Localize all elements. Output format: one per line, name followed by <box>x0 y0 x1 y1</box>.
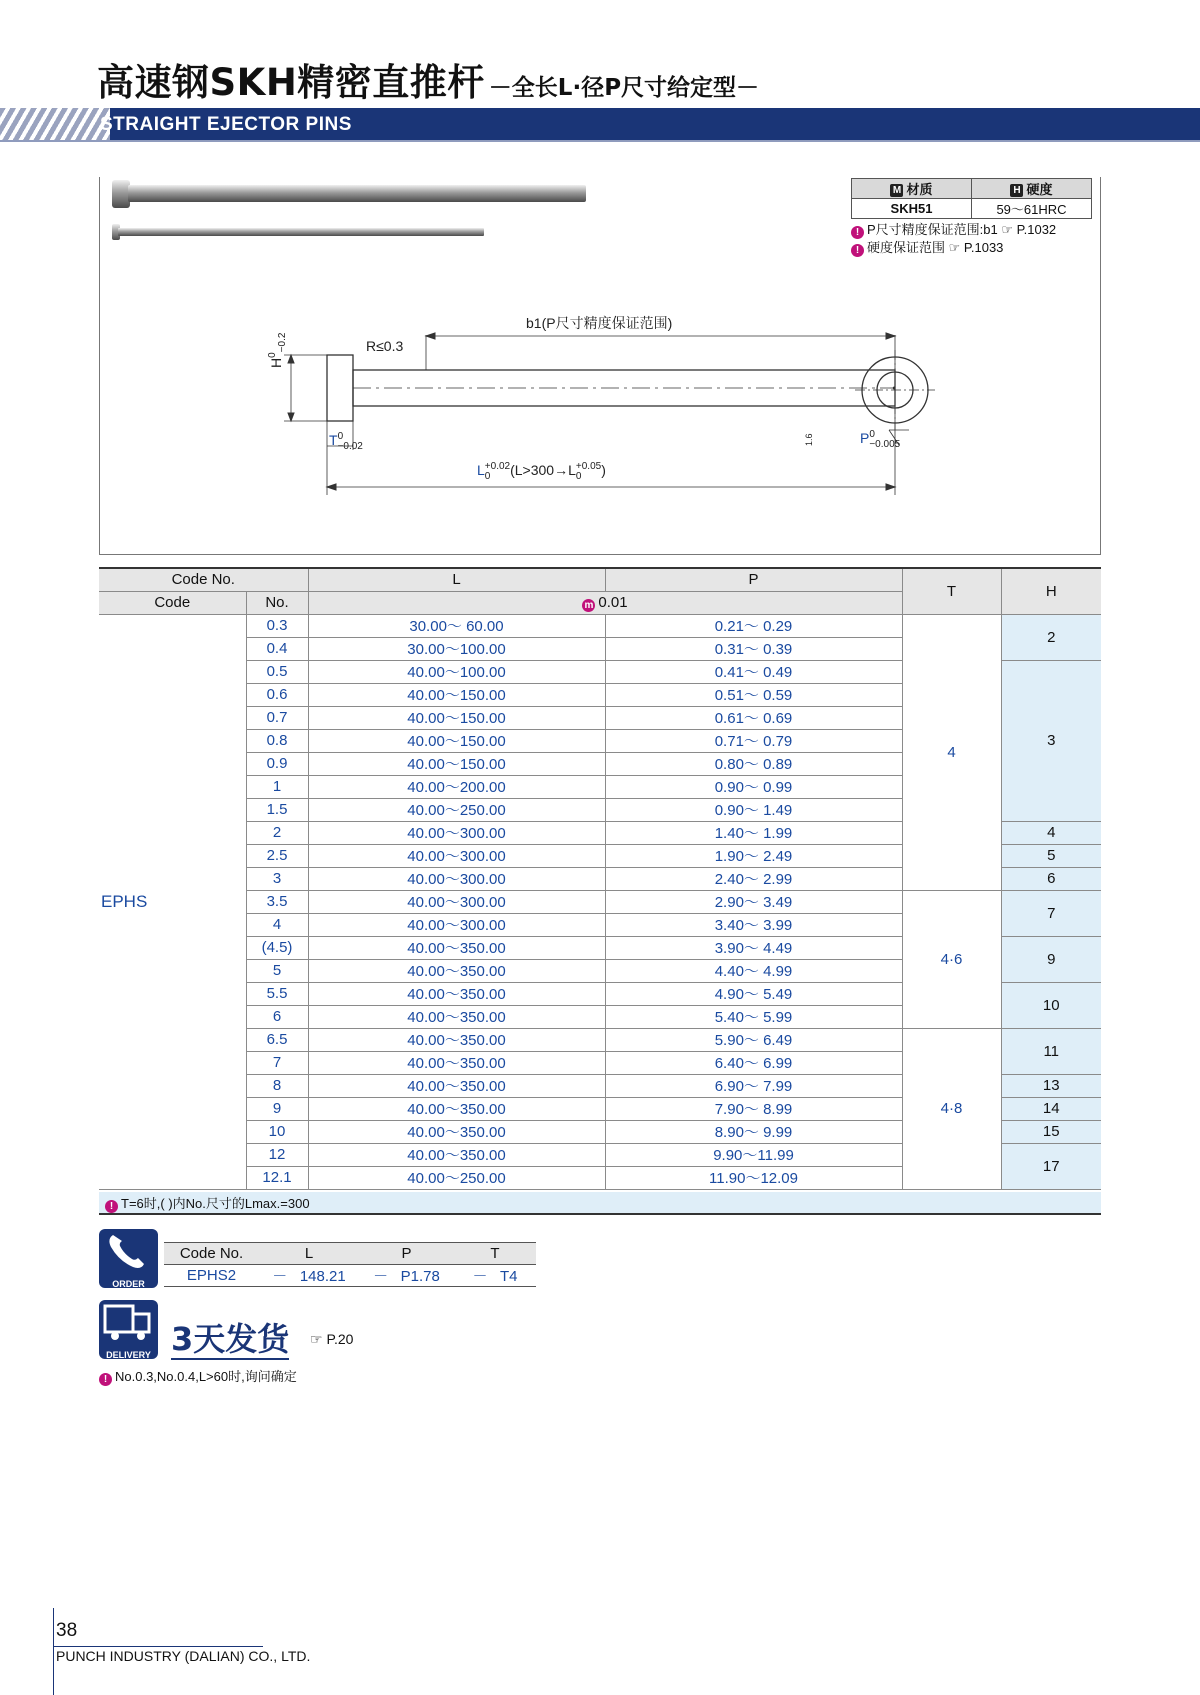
p-range-cell: 0.41～ 0.49 <box>605 660 902 683</box>
p-label: P <box>860 430 870 446</box>
l-range-cell: 40.00～200.00 <box>308 775 605 798</box>
p-range-cell: 5.90～ 6.49 <box>605 1028 902 1051</box>
p-tol-bottom: −0.005 <box>869 439 901 450</box>
h-cell: 2 <box>1001 614 1101 660</box>
p-range-cell: 6.40～ 6.99 <box>605 1051 902 1074</box>
banner-subtitle: STRAIGHT EJECTOR PINS <box>100 114 352 135</box>
l-close: ) <box>601 462 606 478</box>
p-range-cell: 1.40～ 1.99 <box>605 821 902 844</box>
l-range-cell: 30.00～ 60.00 <box>308 614 605 637</box>
delivery-note-text: No.0.3,No.0.4,L>60时,询问确定 <box>115 1369 297 1384</box>
product-table <box>99 567 1101 1190</box>
l-label: L <box>477 462 485 478</box>
h-cell: 9 <box>1001 936 1101 982</box>
no-cell: 2 <box>246 821 308 844</box>
end-view-drawing <box>855 350 935 430</box>
t-tol-bottom: −0.02 <box>337 441 363 452</box>
header-p: P <box>605 568 902 591</box>
h-cell: 11 <box>1001 1028 1101 1074</box>
code-cell: EPHS <box>99 614 246 1189</box>
radius-label: R≤0.3 <box>366 338 404 354</box>
table-row <box>99 614 1101 637</box>
no-cell: 4 <box>246 913 308 936</box>
l-range-cell: 40.00～350.00 <box>308 1074 605 1097</box>
l-range-cell: 40.00～350.00 <box>308 1051 605 1074</box>
b1-label: b1(P尺寸精度保证范围) <box>526 315 673 331</box>
material-header <box>852 179 972 199</box>
h-tol-bottom: −0.2 <box>277 332 288 353</box>
no-cell: 5 <box>246 959 308 982</box>
l-range-cell: 40.00～350.00 <box>308 1120 605 1143</box>
l-range-cell: 40.00～350.00 <box>308 982 605 1005</box>
p-range-cell: 0.90～ 0.99 <box>605 775 902 798</box>
p-range-cell: 9.90～11.99 <box>605 1143 902 1166</box>
l-range-cell: 40.00～300.00 <box>308 844 605 867</box>
warning-icon: ! <box>851 244 864 257</box>
p-range-cell: 3.90～ 4.49 <box>605 936 902 959</box>
no-cell: 9 <box>246 1097 308 1120</box>
no-cell: 3.5 <box>246 890 308 913</box>
t-cell: 4·6 <box>902 890 1001 1028</box>
header-code: Code <box>99 591 246 614</box>
l-range-cell: 40.00～300.00 <box>308 913 605 936</box>
banner-stripes <box>0 108 110 140</box>
header-h: H <box>1001 568 1101 614</box>
table-footnote <box>99 1192 1101 1215</box>
l-range-cell: 40.00～350.00 <box>308 1028 605 1051</box>
p-range-cell: 6.90～ 7.99 <box>605 1074 902 1097</box>
order-header-t: T <box>454 1243 536 1265</box>
p-range-cell: 11.90～12.09 <box>605 1166 902 1189</box>
material-value: SKH51 <box>852 199 972 219</box>
l-tol2-top: +0.05 <box>575 461 602 472</box>
order-header-code: Code No. <box>164 1243 259 1265</box>
h-cell: 7 <box>1001 890 1101 936</box>
header-unit <box>308 591 902 614</box>
no-cell: 7 <box>246 1051 308 1074</box>
p-dimension <box>860 430 900 450</box>
p-range-cell: 0.61～ 0.69 <box>605 706 902 729</box>
l-range-cell: 40.00～300.00 <box>308 890 605 913</box>
p-range-cell: 2.90～ 3.49 <box>605 890 902 913</box>
no-cell: 0.6 <box>246 683 308 706</box>
l-range-cell: 40.00～250.00 <box>308 1166 605 1189</box>
header-code-no: Code No. <box>99 568 308 591</box>
no-cell: 0.9 <box>246 752 308 775</box>
l-range-cell: 40.00～350.00 <box>308 959 605 982</box>
l-range-cell: 40.00～100.00 <box>308 660 605 683</box>
order-header-p: P <box>359 1243 454 1265</box>
l-range-cell: 40.00～300.00 <box>308 821 605 844</box>
order-l-value: 148.21 <box>299 1268 346 1285</box>
h-cell: 17 <box>1001 1143 1101 1189</box>
delivery-icon <box>99 1300 158 1359</box>
p-range-cell: 2.40～ 2.99 <box>605 867 902 890</box>
order-p-value: P1.78 <box>400 1268 440 1285</box>
hardness-header-label: 硬度 <box>1026 182 1053 197</box>
l-range-cell: 40.00～350.00 <box>308 1097 605 1120</box>
l-range-cell: 40.00～350.00 <box>308 1143 605 1166</box>
delivery-time: 3天发货 <box>171 1320 290 1358</box>
warning-icon: ! <box>105 1200 118 1213</box>
l-range-cell: 40.00～250.00 <box>308 798 605 821</box>
l-tol-bottom: 0 <box>484 471 491 482</box>
banner-underline <box>0 140 1200 142</box>
p-range-cell: 8.90～ 9.99 <box>605 1120 902 1143</box>
h-cell: 13 <box>1001 1074 1101 1097</box>
h-dimension <box>267 332 288 368</box>
warning-icon: ! <box>851 226 864 239</box>
no-cell: 6 <box>246 1005 308 1028</box>
h-cell: 4 <box>1001 821 1101 844</box>
p-range-cell: 0.31～ 0.39 <box>605 637 902 660</box>
p-range-cell: 0.90～ 1.49 <box>605 798 902 821</box>
p-range-cell: 5.40～ 5.99 <box>605 1005 902 1028</box>
spec-note <box>851 221 1056 239</box>
l-range-cell: 40.00～150.00 <box>308 729 605 752</box>
h-cell: 3 <box>1001 660 1101 821</box>
no-cell: 0.8 <box>246 729 308 752</box>
table-row <box>99 890 1101 913</box>
no-cell: 0.3 <box>246 614 308 637</box>
l-range-cell: 40.00～350.00 <box>308 936 605 959</box>
spec-table <box>851 178 1092 219</box>
t-tol-top: 0 <box>337 431 344 442</box>
order-dash: － <box>472 1268 488 1285</box>
t-label: T <box>329 432 338 448</box>
delivery-icon-label: DELIVERY <box>106 1350 151 1360</box>
p-range-cell: 3.40～ 3.99 <box>605 913 902 936</box>
header-l: L <box>308 568 605 591</box>
delivery-note <box>99 1366 297 1386</box>
l-dimension <box>477 462 606 482</box>
no-cell: 0.5 <box>246 660 308 683</box>
order-l <box>259 1265 359 1287</box>
l-range-cell: 30.00～100.00 <box>308 637 605 660</box>
phone-icon <box>99 1229 158 1274</box>
product-image <box>108 178 598 248</box>
title-sub: －全长L·径P尺寸给定型－ <box>488 75 760 101</box>
no-cell: 12.1 <box>246 1166 308 1189</box>
h-cell: 5 <box>1001 844 1101 867</box>
t-dimension <box>329 432 363 452</box>
footer-horizontal-rule <box>53 1646 263 1647</box>
no-cell: 10 <box>246 1120 308 1143</box>
footer-vertical-rule <box>53 1608 54 1695</box>
p-range-cell: 7.90～ 8.99 <box>605 1097 902 1120</box>
no-cell: 5.5 <box>246 982 308 1005</box>
truck-icon <box>99 1300 158 1345</box>
spec-note-2: 硬度保证范围 ☞ P.1033 <box>867 240 1004 255</box>
order-example-table <box>164 1242 536 1287</box>
h-cell: 6 <box>1001 867 1101 890</box>
material-header-label: 材质 <box>906 182 933 197</box>
h-tol-top: 0 <box>267 352 278 358</box>
header-no: No. <box>246 591 308 614</box>
l-range-cell: 40.00～150.00 <box>308 683 605 706</box>
delivery-page-ref[interactable]: ☞ P.20 <box>310 1331 354 1347</box>
p-tol-top: 0 <box>869 429 875 440</box>
no-cell: 1.5 <box>246 798 308 821</box>
order-code: EPHS2 <box>164 1265 259 1287</box>
l-range-cell: 40.00～350.00 <box>308 1005 605 1028</box>
l-tol2-bottom: 0 <box>575 471 582 482</box>
no-cell: 0.4 <box>246 637 308 660</box>
hardness-badge-icon: H <box>1010 184 1023 197</box>
no-cell: 3 <box>246 867 308 890</box>
l-condition: (L>300→L <box>510 462 576 478</box>
no-cell: (4.5) <box>246 936 308 959</box>
l-range-cell: 40.00～150.00 <box>308 752 605 775</box>
p-range-cell: 0.51～ 0.59 <box>605 683 902 706</box>
unit-icon: m <box>582 599 595 612</box>
hardness-value: 59～61HRC <box>972 199 1092 219</box>
l-range-cell: 40.00～300.00 <box>308 867 605 890</box>
surface-finish-mark: 1.6 <box>804 433 814 446</box>
no-cell: 12 <box>246 1143 308 1166</box>
hardness-header <box>972 179 1092 199</box>
spec-note-1: P尺寸精度保证范围:b1 ☞ P.1032 <box>867 222 1057 237</box>
order-header-l: L <box>259 1243 359 1265</box>
table-row <box>99 1028 1101 1051</box>
order-icon <box>99 1229 158 1288</box>
p-range-cell: 0.21～ 0.29 <box>605 614 902 637</box>
t-cell: 4·8 <box>902 1028 1001 1189</box>
page-number: 38 <box>56 1620 78 1641</box>
h-cell: 15 <box>1001 1120 1101 1143</box>
h-cell: 10 <box>1001 982 1101 1028</box>
no-cell: 1 <box>246 775 308 798</box>
p-range-cell: 0.71～ 0.79 <box>605 729 902 752</box>
l-tol-top: +0.02 <box>484 461 511 472</box>
order-dash: － <box>373 1268 389 1285</box>
t-cell: 4 <box>902 614 1001 890</box>
h-cell: 14 <box>1001 1097 1101 1120</box>
title-main: 高速钢SKH精密直推杆 <box>97 61 485 104</box>
p-range-cell: 1.90～ 2.49 <box>605 844 902 867</box>
order-icon-label: ORDER <box>112 1279 145 1289</box>
p-range-cell: 4.40～ 4.99 <box>605 959 902 982</box>
table-footnote-text: T=6时,( )内No.尺寸的Lmax.=300 <box>121 1196 310 1211</box>
p-range-cell: 4.90～ 5.49 <box>605 982 902 1005</box>
no-cell: 2.5 <box>246 844 308 867</box>
order-t <box>454 1265 536 1287</box>
order-p <box>359 1265 454 1287</box>
spec-notes <box>851 221 1056 257</box>
order-t-value: T4 <box>500 1268 518 1285</box>
table-body <box>99 614 1101 1189</box>
section-banner <box>0 108 1200 140</box>
l-range-cell: 40.00～150.00 <box>308 706 605 729</box>
order-dash: － <box>272 1268 288 1285</box>
warning-icon: ! <box>99 1373 112 1386</box>
spec-note <box>851 239 1056 257</box>
company-name: PUNCH INDUSTRY (DALIAN) CO., LTD. <box>56 1648 311 1664</box>
unit-value: 0.01 <box>598 593 628 611</box>
h-label: H <box>268 357 284 368</box>
no-cell: 8 <box>246 1074 308 1097</box>
no-cell: 6.5 <box>246 1028 308 1051</box>
header-t: T <box>902 568 1001 614</box>
material-badge-icon: M <box>890 184 903 197</box>
p-range-cell: 0.80～ 0.89 <box>605 752 902 775</box>
no-cell: 0.7 <box>246 706 308 729</box>
page-title <box>97 52 759 104</box>
